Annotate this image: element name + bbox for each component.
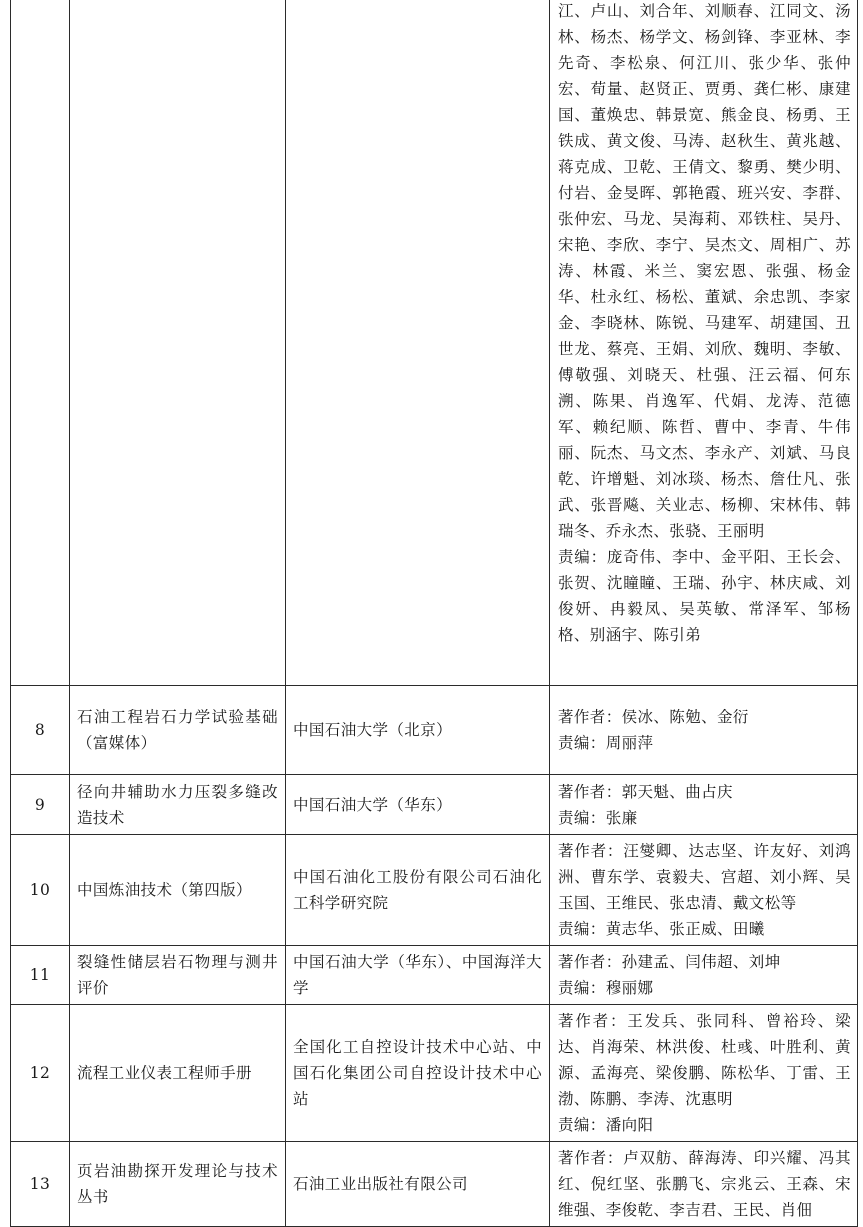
table-row [11, 1142, 858, 1227]
authors-cell [550, 835, 858, 946]
completing-unit [286, 0, 550, 686]
editors-text: 责编：张廉 [558, 808, 638, 827]
authors-text: 著作者：郭天魁、曲占庆 [558, 782, 733, 801]
book-title: 页岩油勘探开发理论与技术丛书 [70, 1142, 286, 1227]
authors-cell [550, 0, 858, 686]
table-row [11, 946, 858, 1005]
completing-unit: 石油工业出版社有限公司 [286, 1142, 550, 1227]
authors-cell [550, 1005, 858, 1142]
editors-text: 责编：周丽萍 [558, 734, 654, 752]
book-title: 裂缝性储层岩石物理与测井评价 [70, 946, 286, 1005]
book-title: 径向井辅助水力压裂多缝改造技术 [70, 775, 286, 835]
row-number: 12 [11, 1005, 70, 1142]
row-number: 13 [11, 1142, 70, 1227]
completing-unit: 中国石油化工股份有限公司石油化工科学研究院 [286, 835, 550, 946]
authors-text: 著作者：孙建孟、闫伟超、刘坤 [558, 953, 781, 971]
row-number: 8 [11, 686, 70, 775]
table-row [11, 0, 858, 686]
editors-text: 责编：庞奇伟、李中、金平阳、王长会、张贺、沈瞳瞳、王瑞、孙宇、林庆咸、刘俊妍、冉毅凤、吴英敏、常泽军、邹杨格、别涵宇、陈引弟 [558, 548, 851, 644]
book-title [70, 0, 286, 686]
book-title: 石油工程岩石力学试验基础（富媒体） [70, 686, 286, 775]
authors-cell [550, 1142, 858, 1227]
editors-text: 责编：黄志华、张正威、田曦 [558, 920, 765, 938]
row-number: 9 [11, 775, 70, 835]
authors-text: 著作者：王发兵、张同科、曾裕玲、梁达、肖海荣、林洪俊、杜彧、叶胜利、黄源、孟海亮、梁俊鹏、陈松华、丁雷、王渤、陈鹏、李涛、沈惠明 [558, 1012, 851, 1108]
book-title: 中国炼油技术（第四版） [70, 835, 286, 946]
editors-text: 责编：潘向阳 [558, 1116, 654, 1134]
editors-text: 责编：穆丽娜 [558, 979, 654, 997]
row-number: 11 [11, 946, 70, 1005]
completing-unit: 全国化工自控设计技术中心站、中国石化集团公司自控设计技术中心站 [286, 1005, 550, 1142]
book-title: 流程工业仪表工程师手册 [70, 1005, 286, 1142]
table-row [11, 775, 858, 835]
authors-cell [550, 946, 858, 1005]
authors-cell [550, 686, 858, 775]
authors-cell [550, 775, 858, 835]
authors-text: 江、卢山、刘合年、刘顺春、江同文、汤林、杨杰、杨学文、杨剑锋、李亚林、李先奇、李松泉、何江川、张少华、张仲宏、荀量、赵贤正、贾勇、龚仁彬、康建国、董焕忠、韩景宽、熊金良、杨勇、王铁成、黄文俊、马涛、赵秋生、黄兆越、蒋克成、卫乾、王倩文、黎勇、樊少明、付岩、金旻晖、郭艳霞、班兴安、李群、张仲宏、马龙、吴海莉、邓铁柱、吴丹、宋艳、李欣、李宁、吴杰文、周相广、苏涛、林霞、米兰、窦宏恩、张强、杨金华、杜永红、杨松、董斌、余忠凯、李家金、李晓林、陈锐、马建军、胡建国、丑世龙、蔡亮、王娟、刘欣、魏明、李敏、傅敬强、刘晓天、杜强、汪云福、何东溯、陈果、肖逸军、代娟、龙涛、范德军、赖纪顺、陈哲、曹中、李青、牛伟丽、阮杰、马文杰、李永产、刘斌、马良乾、许增魁、刘冰琰、杨杰、詹仕凡、张武、张晋飚、关业志、杨柳、宋林伟、韩瑞冬、乔永杰、张骁、王丽明 [558, 2, 851, 540]
table-row [11, 686, 858, 775]
table-row [11, 835, 858, 946]
authors-text: 著作者：侯冰、陈勉、金衍 [558, 708, 749, 726]
completing-unit: 中国石油大学（北京） [286, 686, 550, 775]
authors-text: 著作者：汪燮卿、达志坚、许友好、刘鸿洲、曹东学、袁毅夫、宫超、刘小辉、吴玉国、王维民、张忠清、戴文松等 [558, 842, 851, 912]
completing-unit: 中国石油大学（华东） [286, 775, 550, 835]
row-number: 10 [11, 835, 70, 946]
row-number [11, 0, 70, 686]
award-table [10, 0, 858, 1227]
authors-text: 著作者：卢双舫、薛海涛、印兴耀、冯其红、倪红坚、张鹏飞、宗兆云、王森、宋维强、李俊乾、李吉君、王民、肖佃 [558, 1149, 851, 1219]
table-row [11, 1005, 858, 1142]
completing-unit: 中国石油大学（华东）、中国海洋大学 [286, 946, 550, 1005]
